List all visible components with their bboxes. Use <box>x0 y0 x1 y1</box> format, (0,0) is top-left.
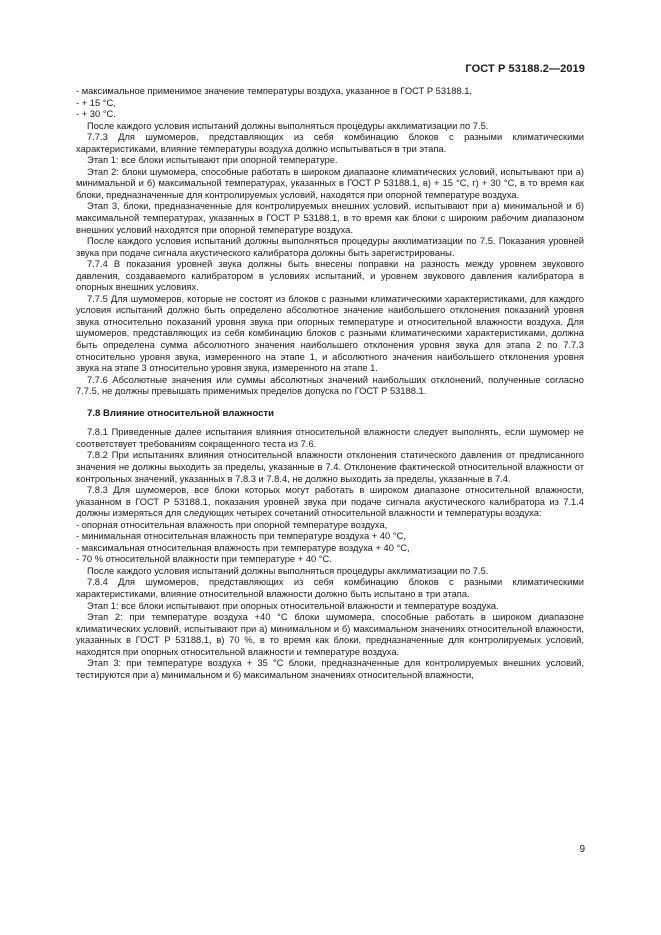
paragraph: 7.7.3 Для шумомеров, представляющих из себя комбинацию блоков с разными климатическими характеристиками, влияние температуры воздуха должно испытываться в три этапа. <box>76 132 584 154</box>
paragraph: 7.8.4 Для шумомеров, представляющих из себя комбинацию блоков с разными климатическими характеристиками, влияние относительной влажности должно быть испытано в три этапа. <box>76 577 584 599</box>
page-number: 9 <box>579 844 585 855</box>
list-item: - + 30 °С. <box>76 109 584 121</box>
list-item: - 70 % относительной влажности при температуре + 40 °С. <box>76 554 584 566</box>
paragraph: Этап 1: все блоки испытывают при опорных относительной влажности и температуре воздуха. <box>87 600 499 611</box>
paragraph: Этап 3, блоки, предназначенные для контролируемых внешних условий, испытывают при а) минимальной и б) максимальной температурах, указанных в ГОСТ Р 53188.1, в то время как блоки с широким рабочим диапазоном внешних условий находятся при опорной температуре воздуха. <box>76 201 584 235</box>
paragraph: Этап 2: блоки шумомера, способные работать в широком диапазоне климатических условий, испытывают при а) минимальной и б) максимальной температурах, указанных в ГОСТ Р 53188.1, в) + 15 °С, г) + 30 °С, в то время как блоки, предназначенные для контролируемых условий, находятся при опорной температуре воздуха. <box>76 166 584 200</box>
paragraph: После каждого условия испытаний должны выполняться процедуры акклиматизации по 7.5. <box>87 120 489 131</box>
paragraph: 7.8.3 Для шумомеров, все блоки которых могут работать в широком диапазоне относительной влажности, указанном в ГОСТ Р 53188.1, показания уровней звука при подаче сигнала акустического калибратора из 7.1.4 должны измеряться для следующих четырех сочетаний относительной влажности и температуры воздуха: <box>76 485 584 519</box>
paragraph: Этап 1: все блоки испытывают при опорной температуре. <box>87 155 338 166</box>
list-item: - максимальное применимое значение температуры воздуха, указанное в ГОСТ Р 53188.1, <box>76 86 584 98</box>
paragraph: 7.7.5 Для шумомеров, которые не состоят из блоков с разными климатическими характеристиками, для каждого условия испытаний должно быть определено абсолютное значение наибольшего отклонения показаний уровня звука относительно показаний уровня звука при опорных температуре и относительной влажности воздуха. Для шумомеров, представляющих из себя комбинацию блоков с разными климатическими характеристиками, должна быть определена сумма абсолютного значения наибольшего отклонения уровня звука для этапа 2 по 7.7.3 относительно уровня звука, измеренного на этапе 1, и абсолютного значения наибольшего отклонения уровня звука на этапе 3 относительно уровня звука, измеренного на этапе 1. <box>76 293 584 374</box>
paragraph: 7.7.4 В показания уровней звука должны быть внесены поправки на разность между уровнем звукового давления, создаваемого калибратором в условиях испытаний, и уровнем звукового давления калибратора в опорных внешних условиях. <box>76 259 584 293</box>
paragraph: Этап 3: при температуре воздуха + 35 °С блоки, предназначенные для контролируемых внешних условий, тестируются при а) минимальном и б) максимальном значениях относительной влажности, <box>76 658 584 680</box>
page-content <box>76 86 584 681</box>
list-item: - + 15 °С, <box>76 98 584 110</box>
paragraph: После каждого условия испытаний должны выполняться процедуры акклиматизации по 7.5. Показания уровней звука при подаче сигнала акустического калибратора должны быть зарегистрированы. <box>76 236 584 258</box>
paragraph: 7.8.2 При испытаниях влияния относительной влажности отклонения статического давления от предписанного значения не должны выходить за пределы, указанные в 7.4. Отклонение фактической относительной влажности от контрольных значений, указанных в 7.8.3 и 7.8.4, не должно выходить за пределы, указанные в 7.4. <box>76 450 584 484</box>
paragraph: После каждого условия испытаний должны выполняться процедуры акклиматизации по 7.5. <box>87 565 489 576</box>
paragraph: 7.7.6 Абсолютные значения или суммы абсолютных значений наибольших отклонений, полученные согласно 7.7.5, не должны превышать применимых пределов допуска по ГОСТ Р 53188.1. <box>76 374 584 397</box>
paragraph: Этап 2: при температуре воздуха +40 °С блоки шумомера, способные работать в широком диапазоне климатических условий, испытывают при а) минимальном и б) максимальном значениях относительной влажности, указанных в ГОСТ Р 53188.1, в) 70 %, в то время как блоки, предназначенные для контролируемых условий, находятся при опорных относительной влажности и температуре воздуха. <box>76 612 584 657</box>
section-heading: 7.8 Влияние относительной влажности <box>87 407 275 419</box>
list-item: - максимальная относительная влажность при температуре воздуха + 40 °С, <box>76 543 584 555</box>
list-item: - минимальная относительная влажность при температуре воздуха + 40 °С, <box>76 531 584 543</box>
list-item: - опорная относительная влажность при опорной температуре воздуха, <box>76 520 584 532</box>
document-code-header: ГОСТ Р 53188.2—2019 <box>465 63 585 75</box>
paragraph: 7.8.1 Приведенные далее испытания влияния относительной влажности следует выполнять, если шумомер не соответствует требованиям сокращенного теста из 7.6. <box>76 427 584 449</box>
